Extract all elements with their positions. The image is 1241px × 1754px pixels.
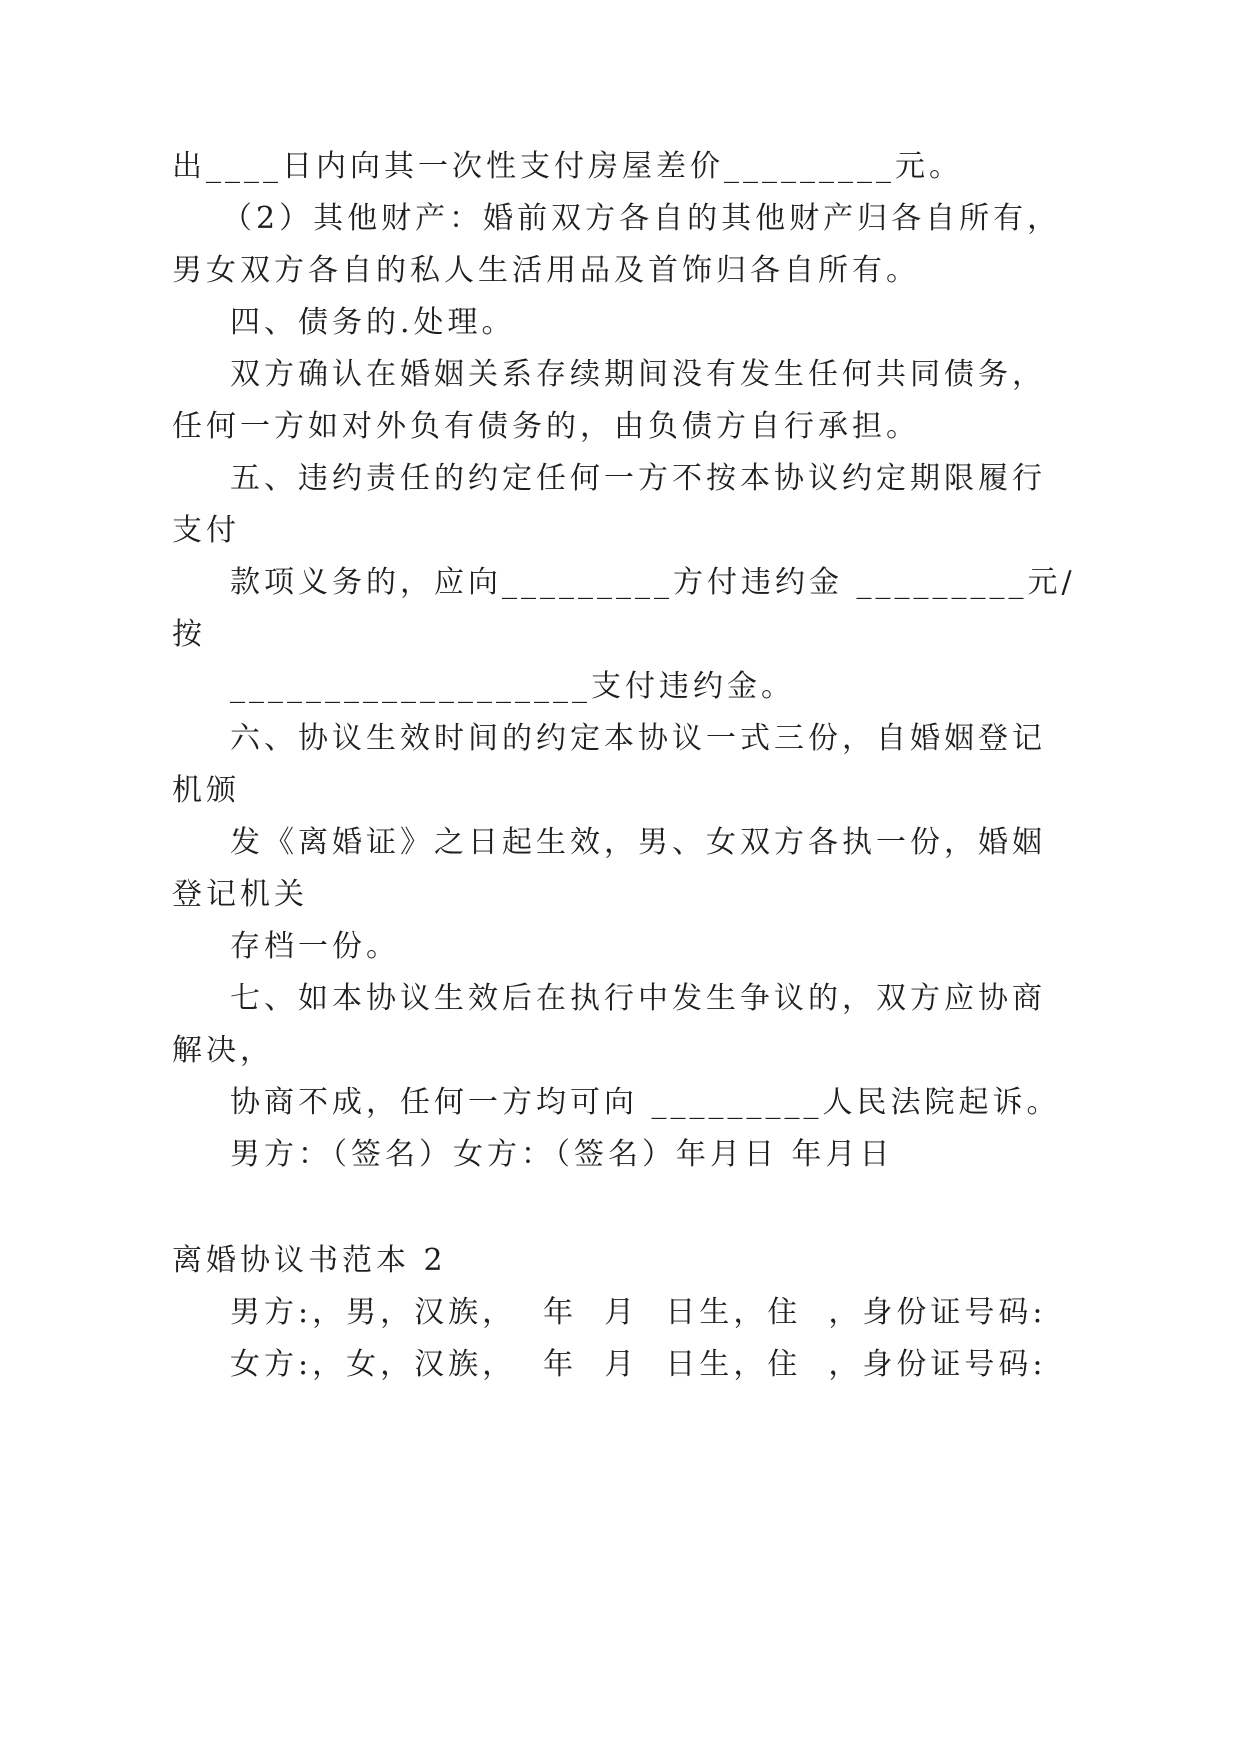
- text-line-9: 款项义务的，应向_________方付违约金 _________元/: [230, 565, 1076, 600]
- text-line-5: 双方确认在婚姻关系存续期间没有发生任何共同债务，: [230, 357, 1046, 392]
- text-line-15: 登记机关: [172, 877, 308, 912]
- signature-line: 男方：（签名）女方：（签名）年月日 年月日: [230, 1137, 894, 1172]
- text-line-11: ___________________支付违约金。: [230, 669, 795, 704]
- text-line-2: （2）其他财产：婚前双方各自的其他财产归各自所有，: [222, 201, 1062, 236]
- text-line-16: 存档一份。: [230, 929, 400, 964]
- section-heading-5: 五、违约责任的约定任何一方不按本协议约定期限履行: [230, 461, 1046, 496]
- document-title-2: 离婚协议书范本 2: [172, 1243, 447, 1278]
- section-heading-4: 四、债务的.处理。: [230, 305, 516, 340]
- text-line-10: 按: [172, 617, 206, 652]
- male-party-line: 男方:，男，汉族， 年 月 日生，住 ，身份证号码:: [230, 1295, 1047, 1330]
- text-line-6: 任何一方如对外负有债务的，由负债方自行承担。: [172, 409, 920, 444]
- text-line-1: 出____日内向其一次性支付房屋差价_________元。: [172, 149, 963, 184]
- section-heading-7: 七、如本协议生效后在执行中发生争议的，双方应协商: [230, 981, 1046, 1016]
- text-line-18: 解决，: [172, 1033, 274, 1068]
- text-line-13: 机颁: [172, 773, 240, 808]
- text-line-8: 支付: [172, 513, 240, 548]
- text-line-19: 协商不成，任何一方均可向 _________人民法院起诉。: [230, 1085, 1061, 1120]
- text-line-3: 男女双方各自的私人生活用品及首饰归各自所有。: [172, 253, 920, 288]
- section-heading-6: 六、协议生效时间的约定本协议一式三份，自婚姻登记: [230, 721, 1046, 756]
- female-party-line: 女方:，女，汉族， 年 月 日生，住 ，身份证号码:: [230, 1347, 1047, 1382]
- text-line-14: 发《离婚证》之日起生效，男、女双方各执一份，婚姻: [230, 825, 1046, 860]
